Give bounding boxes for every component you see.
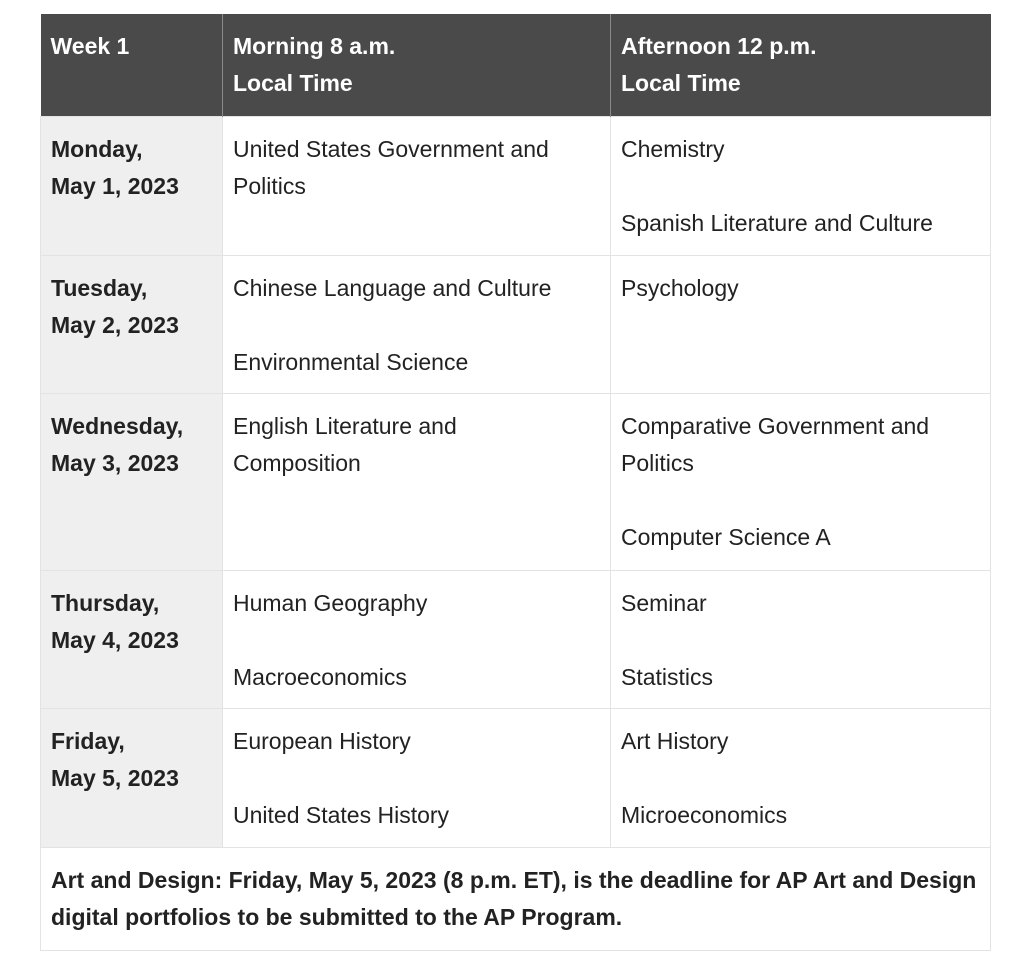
spacer [621,482,980,519]
table-body [41,117,991,848]
exam-name: United States History [233,802,450,828]
footer-row [41,848,991,951]
morning-cell [223,709,611,848]
exam-name: Politics [233,173,306,199]
morning-cell [223,117,611,256]
exam-name: Politics [621,450,694,476]
exam-name: Composition [233,450,361,476]
header-week-label: Week 1 [50,33,130,59]
table-footer [41,848,991,951]
exam-name: Human Geography [233,590,428,616]
header-afternoon-line1: Afternoon 12 p.m. [621,33,817,59]
day-date: May 4, 2023 [51,627,179,653]
table-row [41,117,991,256]
day-cell [41,117,223,256]
exam-name: Environmental Science [233,349,469,375]
exam-name: Statistics [621,664,714,690]
exam-name: Chemistry [621,136,725,162]
morning-cell [223,394,611,571]
morning-cell [223,571,611,709]
table-row [41,571,991,709]
day-date: May 2, 2023 [51,312,179,338]
afternoon-cell [611,571,991,709]
afternoon-cell [611,394,991,571]
exam-schedule-table [40,14,991,951]
day-cell [41,394,223,571]
day-cell [41,571,223,709]
day-date: May 1, 2023 [51,173,179,199]
afternoon-cell [611,709,991,848]
header-afternoon [611,14,991,117]
exam-name: Microeconomics [621,802,788,828]
spacer [233,622,600,659]
exam-name: Computer Science A [621,524,831,550]
exam-name: Comparative Government and [621,413,930,439]
table-row [41,394,991,571]
day-date: May 5, 2023 [51,765,179,791]
spacer [621,760,980,797]
header-afternoon-line2: Local Time [621,70,741,96]
day-date: May 3, 2023 [51,450,179,476]
table-row [41,709,991,848]
footer-note: Art and Design: Friday, May 5, 2023 (8 p.m. ET), is the deadline for AP Art and Design digital portfolios to be submitted to the AP Program. [41,848,991,951]
exam-name: English Literature and [233,413,457,439]
day-name: Friday, [51,728,125,754]
header-row [41,14,991,117]
header-week [41,14,223,117]
exam-name: Psychology [621,275,739,301]
afternoon-cell [611,256,991,394]
day-cell [41,709,223,848]
exam-name: Macroeconomics [233,664,407,690]
morning-cell [223,256,611,394]
exam-name: Art History [621,728,729,754]
header-morning-line1: Morning 8 a.m. [233,33,396,59]
day-name: Wednesday, [51,413,184,439]
table-header [41,14,991,117]
exam-name: European History [233,728,411,754]
header-morning-line2: Local Time [233,70,353,96]
day-name: Monday, [51,136,143,162]
day-name: Tuesday, [51,275,148,301]
spacer [233,307,600,344]
day-name: Thursday, [51,590,160,616]
afternoon-cell [611,117,991,256]
spacer [621,168,980,205]
table-row [41,256,991,394]
exam-name: Chinese Language and Culture [233,275,552,301]
exam-name: United States Government and [233,136,549,162]
exam-name: Seminar [621,590,707,616]
header-morning [223,14,611,117]
spacer [233,760,600,797]
day-cell [41,256,223,394]
exam-name: Spanish Literature and Culture [621,210,933,236]
spacer [621,622,980,659]
